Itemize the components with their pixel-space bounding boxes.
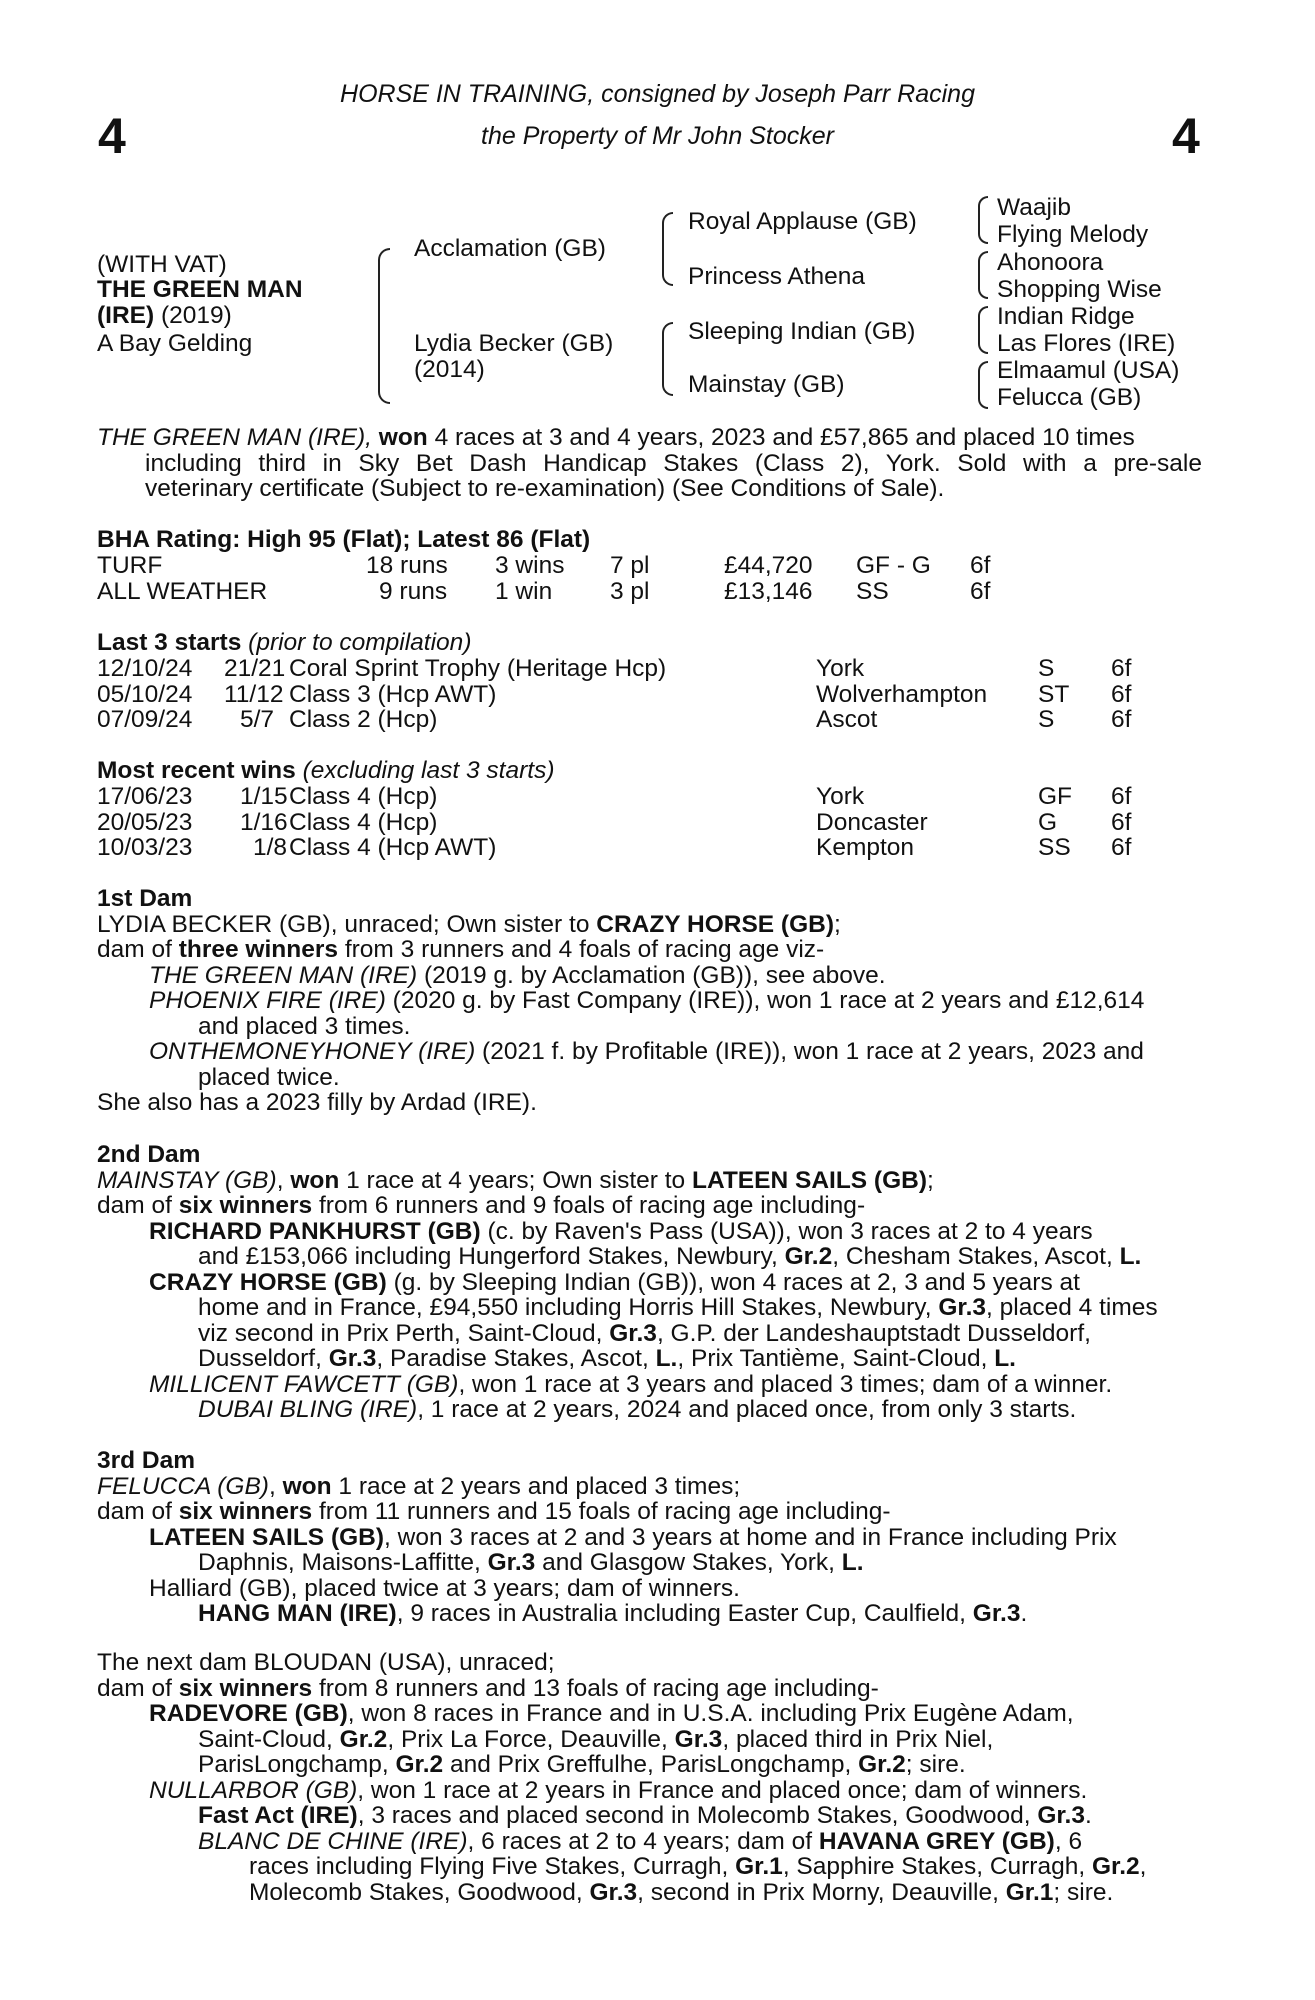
vat-note: (WITH VAT)	[97, 251, 227, 278]
pedigree-brace-1	[378, 248, 390, 404]
header-property: the Property of Mr John Stocker	[481, 122, 834, 150]
pedigree-brace-2b	[662, 322, 673, 396]
second-dam-section: 2nd Dam MAINSTAY (GB), won 1 race at 4 years; Own sister to LATEEN SAILS (GB); dam of six winners from 6 runners and 9 foals of racing age including- RICHARD PANKHURST (GB) (c. by Raven's Pass (USA)), won 3 races at 2 to 4 years and £153,066 including Hungerford Stakes, Newbury, Gr.2, Chesham Stakes, Ascot, L. CRAZY HORSE (GB) (g. by Sleeping Indian (GB)), won 4 races at 2, 3 and 5 years at home and in France, £94,550 including Horris Hill Stakes, Newbury, Gr.3, placed 4 times viz second in Prix Perth, Saint-Cloud, Gr.3, G.P. der Landeshauptstadt Dusseldorf, Dusseldorf, Gr.3, Paradise Stakes, Ascot, L., Prix Tantième, Saint-Cloud, L. MILLICENT FAWCETT (GB), won 1 race at 3 years and placed 3 times; dam of a winner. DUBAI BLING (IRE), 1 race at 2 years, 2024 and placed once, from only 3 starts.	[97, 1142, 1202, 1423]
horse-description: A Bay Gelding	[97, 330, 253, 357]
header-consignor: HORSE IN TRAINING, consigned by Joseph Parr Racing	[340, 80, 975, 108]
pedigree-brace-3d	[978, 361, 988, 409]
pedigree-gen3: Las Flores (IRE)	[997, 330, 1176, 357]
pedigree-dam-dam: Mainstay (GB)	[688, 371, 845, 398]
pedigree-gen3: Elmaamul (USA)	[997, 357, 1180, 384]
racing-summary: THE GREEN MAN (IRE), won 4 races at 3 and 4 years, 2023 and £57,865 and placed 10 times including third in Sky Bet Dash Handicap Stakes (Class 2), York. Sold with a pre-sale veterinary certificate (Subject to re-examination) (See Conditions of Sale).	[97, 424, 1202, 502]
next-dam-section: The next dam BLOUDAN (USA), unraced; dam of six winners from 8 runners and 13 foals of racing age including- RADEVORE (GB), won 8 races in France and in U.S.A. including Prix Eugène Adam, Saint-Cloud, Gr.2, Prix La Force, Deauville, Gr.3, placed third in Prix Niel, ParisLongchamp, Gr.2 and Prix Greffulhe, ParisLongchamp, Gr.2; sire. NULLARBOR (GB), won 1 race at 2 years in France and placed once; dam of winners. Fast Act (IRE), 3 races and placed second in Molecomb Stakes, Goodwood, Gr.3. BLANC DE CHINE (IRE), 6 races at 2 to 4 years; dam of HAVANA GREY (GB), 6 races including Flying Five Stakes, Curragh, Gr.1, Sapphire Stakes, Curragh, Gr.2, Molecomb Stakes, Goodwood, Gr.3, second in Prix Morny, Deauville, Gr.1; sire.	[97, 1649, 1147, 1906]
lot-number-left: 4	[98, 108, 126, 164]
pedigree-brace-3a	[978, 196, 988, 244]
pedigree-gen3: Shopping Wise	[997, 276, 1162, 303]
pedigree-sire-sire: Royal Applause (GB)	[688, 208, 917, 235]
pedigree-gen3: Waajib	[997, 194, 1071, 221]
pedigree-brace-3c	[978, 306, 988, 354]
bha-rating-title: BHA Rating: High 95 (Flat); Latest 86 (Flat)	[97, 526, 591, 553]
wins-title: Most recent wins (excluding last 3 starts)	[97, 757, 555, 784]
last3-title: Last 3 starts (prior to compilation)	[97, 629, 472, 656]
horse-name: THE GREEN MAN	[97, 276, 303, 303]
second-dam-title: 2nd Dam	[97, 1141, 201, 1168]
pedigree-dam: Lydia Becker (GB)	[414, 330, 614, 357]
pedigree-sire: Acclamation (GB)	[414, 235, 606, 262]
pedigree-brace-3b	[978, 251, 988, 299]
pedigree-gen3: Ahonoora	[997, 249, 1104, 276]
pedigree-sire-dam: Princess Athena	[688, 263, 866, 290]
pedigree-gen3: Felucca (GB)	[997, 384, 1142, 411]
pedigree-dam-year: (2014)	[414, 356, 485, 383]
first-dam-section: 1st Dam LYDIA BECKER (GB), unraced; Own sister to CRAZY HORSE (GB); dam of three winners from 3 runners and 4 foals of racing age viz- THE GREEN MAN (IRE) (2019 g. by Acclamation (GB)), see above. PHOENIX FIRE (IRE) (2020 g. by Fast Company (IRE)), won 1 race at 2 years and £12,614 and placed 3 times. ONTHEMONEYHONEY (IRE) (2021 f. by Profitable (IRE)), won 1 race at 2 years, 2023 and placed twice. She also has a 2023 filly by Ardad (IRE).	[97, 886, 1202, 1116]
third-dam-title: 3rd Dam	[97, 1447, 196, 1474]
lot-number-right: 4	[1172, 108, 1200, 164]
third-dam-section: 3rd Dam FELUCCA (GB), won 1 race at 2 years and placed 3 times; dam of six winners from 11 runners and 15 foals of racing age including- LATEEN SAILS (GB), won 3 races at 2 and 3 years at home and in France including Prix Daphnis, Maisons-Laffitte, Gr.3 and Glasgow Stakes, York, L. Halliard (GB), placed twice at 3 years; dam of winners. HANG MAN (IRE), 9 races in Australia including Easter Cup, Caulfield, Gr.3.	[97, 1448, 1202, 1627]
horse-origin-year: (IRE) (2019)	[97, 302, 232, 329]
pedigree-gen3: Indian Ridge	[997, 303, 1135, 330]
pedigree-brace-2a	[662, 212, 673, 286]
pedigree-dam-sire: Sleeping Indian (GB)	[688, 318, 916, 345]
pedigree-gen3: Flying Melody	[997, 221, 1149, 248]
first-dam-title: 1st Dam	[97, 885, 193, 912]
